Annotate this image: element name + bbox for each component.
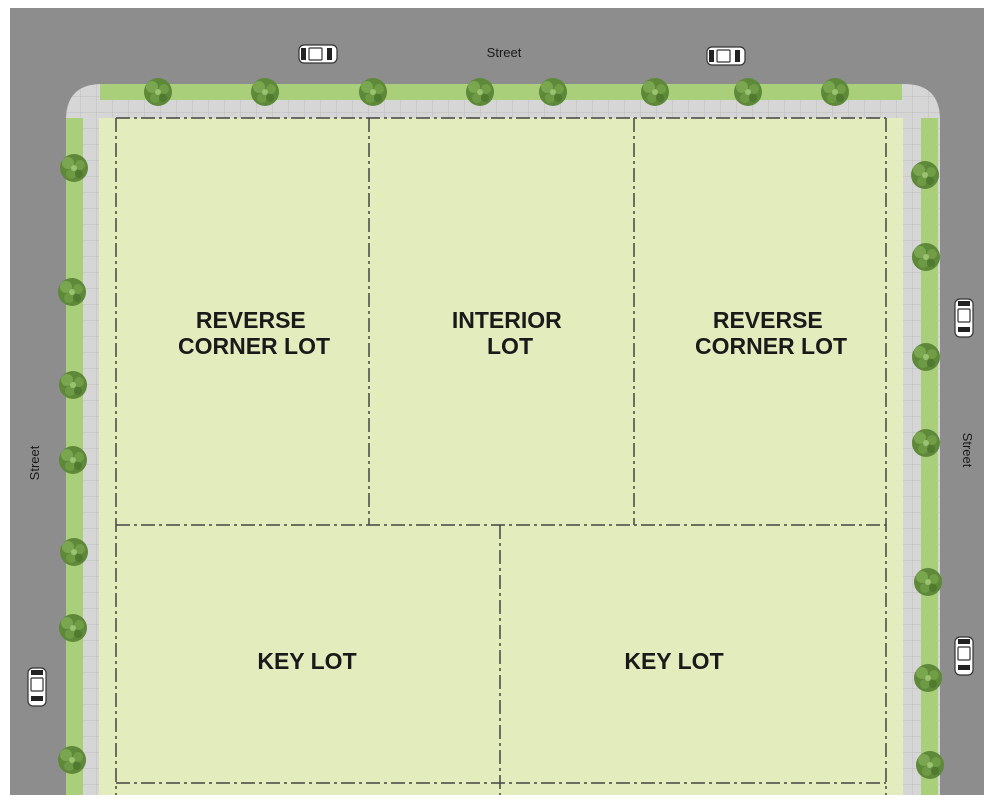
tree-icon (641, 78, 669, 106)
tree-icon (912, 429, 940, 457)
street-label-top: Street (486, 45, 522, 60)
tree-icon (912, 243, 940, 271)
tree-icon (914, 664, 942, 692)
car-icon (955, 637, 973, 675)
street-label-right: Street (960, 432, 975, 468)
lot-label-line: CORNER LOT (694, 333, 848, 359)
car-icon (28, 668, 46, 706)
car-icon (299, 45, 337, 63)
tree-icon (60, 538, 88, 566)
tree-icon (251, 78, 279, 106)
lot-label-reverse-corner-right (695, 307, 847, 359)
lot-label-reverse-corner-left (178, 307, 330, 359)
tree-icon (912, 343, 940, 371)
tree-icon (914, 568, 942, 596)
tree-icon (359, 78, 387, 106)
lot-label-key-right: KEY LOT (624, 648, 724, 674)
tree-icon (916, 751, 944, 779)
lot-label-line: LOT (487, 333, 533, 359)
car-icon (707, 47, 745, 65)
street-label-left: Street (27, 445, 42, 481)
lot-label-line: REVERSE (195, 307, 306, 333)
tree-icon (58, 278, 86, 306)
tree-icon (59, 371, 87, 399)
tree-icon (58, 746, 86, 774)
tree-icon (734, 78, 762, 106)
tree-icon (466, 78, 494, 106)
tree-icon (60, 154, 88, 182)
lot-label-line: CORNER LOT (177, 333, 331, 359)
lot-label-key-left: KEY LOT (257, 648, 357, 674)
tree-icon (911, 161, 939, 189)
tree-icon (539, 78, 567, 106)
lot-label-line: REVERSE (712, 307, 823, 333)
tree-icon (821, 78, 849, 106)
tree-icon (59, 614, 87, 642)
car-icon (955, 299, 973, 337)
tree-icon (144, 78, 172, 106)
planting-strip-top (100, 84, 902, 100)
lot-label-line: INTERIOR (451, 307, 562, 333)
tree-icon (59, 446, 87, 474)
